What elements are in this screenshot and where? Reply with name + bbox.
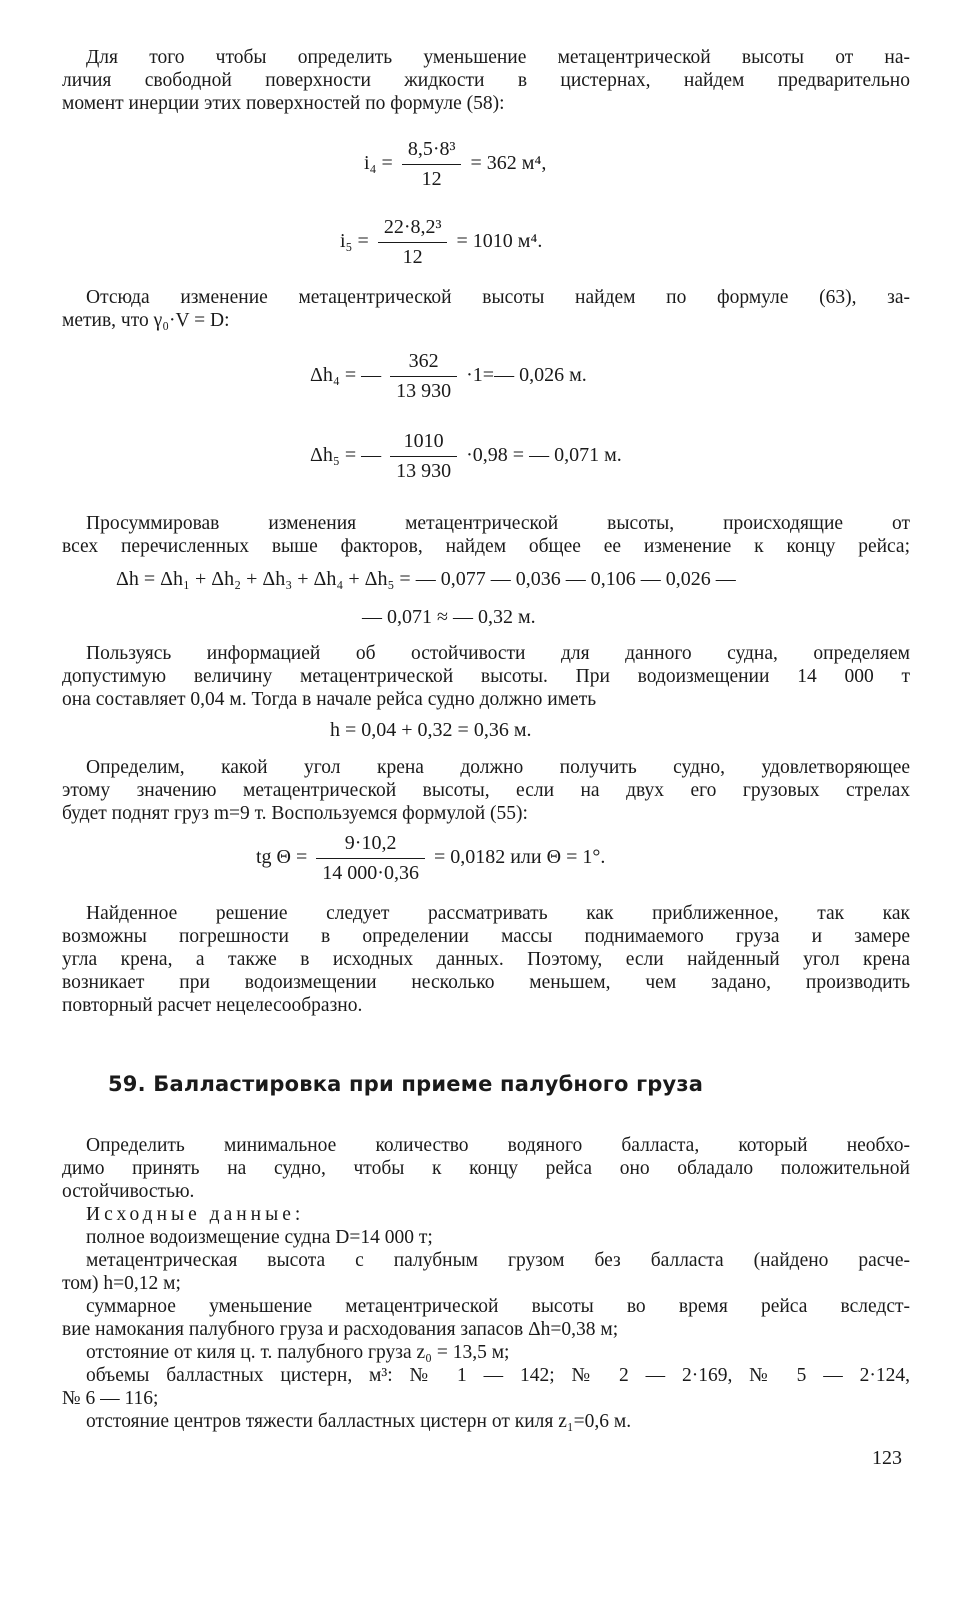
text-line: Пользуясь информацией об остойчивости для данного судна, определяем xyxy=(86,643,910,664)
text-line: Отсюда изменение метацентрической высоты найдем по формуле (63), за- xyxy=(86,287,910,308)
fraction-numerator: 22·8,2³ xyxy=(378,216,448,243)
equation-rhs: = 0,0182 или Θ = 1°. xyxy=(433,846,606,869)
initial-data-list xyxy=(62,1203,910,1433)
fraction-denominator: 12 xyxy=(421,168,442,190)
data-item: отстояние центров тяжести балластных цистерн от киля z₁=0,6 м. xyxy=(86,1411,632,1432)
text-line: будет поднят груз m=9 т. Воспользуемся формулой (55): xyxy=(62,803,528,824)
text-line: остойчивостью. xyxy=(62,1181,195,1202)
paragraph-task xyxy=(62,1134,910,1203)
equation-h: h = 0,04 + 0,32 = 0,36 м. xyxy=(330,719,532,741)
equation-lhs: i₄ = xyxy=(364,152,393,175)
text-line: Определить минимальное количество водяного балласта, который необхо- xyxy=(86,1135,910,1156)
data-item: вие намокания палубного груза и расходования запасов Δh=0,38 м; xyxy=(62,1319,619,1340)
equation-lhs: tg Θ = xyxy=(256,846,308,869)
paragraph-stability-info xyxy=(62,642,910,711)
fraction-denominator: 13 930 xyxy=(396,380,452,402)
equation-lhs: Δh₅ = — xyxy=(310,444,382,467)
text-line: момент инерции этих поверхностей по формуле (58): xyxy=(62,93,505,114)
equation-delta-h5 xyxy=(310,430,622,483)
paragraph-metacentric-change xyxy=(62,286,910,332)
text-line: этому значению метацентрической высоты, если на двух его грузовых стрелах xyxy=(62,780,910,801)
fraction-numerator: 9·10,2 xyxy=(316,832,425,859)
equation-delta-h4 xyxy=(310,350,587,403)
text-line: Для того чтобы определить уменьшение метацентрической высоты от на- xyxy=(86,47,910,68)
fraction xyxy=(390,430,457,483)
data-title: Исходные данные: xyxy=(86,1204,305,1225)
equation-i4 xyxy=(364,138,546,191)
text-line: возможны погрешности в определении массы поднимаемого груза и замере xyxy=(62,926,910,947)
fraction-denominator: 12 xyxy=(402,246,423,268)
text-line: личия свободной поверхности жидкости в цистернах, найдем предварительно xyxy=(62,70,910,91)
text-line: Определим, какой угол крена должно получить судно, удовлетворяющее xyxy=(86,757,910,778)
equation-rhs: ·0,98 = — 0,071 м. xyxy=(466,444,622,467)
fraction-numerator: 1010 xyxy=(390,430,457,457)
text-line: метив, что γ₀·V = D: xyxy=(62,310,230,331)
equation-tg-theta xyxy=(256,832,605,885)
page-number: 123 xyxy=(872,1447,902,1469)
fraction xyxy=(402,138,462,191)
data-item: метацентрическая высота с палубным грузом без балласта (найдено расче- xyxy=(86,1250,910,1271)
fraction-numerator: 8,5·8³ xyxy=(402,138,462,165)
data-item: суммарное уменьшение метацентрической высоты во время рейса вследст- xyxy=(86,1296,910,1317)
data-item: том) h=0,12 м; xyxy=(62,1273,181,1294)
section-heading: 59. Балластировка при приеме палубного груза xyxy=(108,1072,704,1096)
paragraph-approximate-solution xyxy=(62,902,910,1017)
text-line: допустимую величину метацентрической высоты. При водоизмещении 14 000 т xyxy=(62,666,910,687)
data-item: № 6 — 116; xyxy=(62,1388,159,1409)
equation-lhs: Δh₄ = — xyxy=(310,364,382,387)
fraction-denominator: 14 000·0,36 xyxy=(322,862,419,884)
fraction xyxy=(316,832,425,885)
data-item: полное водоизмещение судна D=14 000 т; xyxy=(86,1227,433,1248)
data-item: объемы балластных цистерн, м³: № 1 — 142; № 2 — 2·169, № 5 — 2·124, xyxy=(86,1365,910,1386)
paragraph-free-surface xyxy=(62,46,910,115)
paragraph-summation xyxy=(62,512,910,558)
equation-rhs: = 362 м⁴, xyxy=(470,152,547,175)
fraction-numerator: 362 xyxy=(390,350,457,377)
equation-rhs: ·1=— 0,026 м. xyxy=(466,364,587,387)
equation-lhs: i₅ = xyxy=(340,230,369,253)
fraction-denominator: 13 930 xyxy=(396,460,452,482)
text-line: повторный расчет нецелесообразно. xyxy=(62,995,363,1016)
equation-sum-line1: Δh = Δh₁ + Δh₂ + Δh₃ + Δh₄ + Δh₅ = — 0,077 — 0,036 — 0,106 — 0,026 — xyxy=(116,568,736,590)
text-line: она составляет 0,04 м. Тогда в начале рейса судно должно иметь xyxy=(62,689,597,710)
data-item: отстояние от киля ц. т. палубного груза z₀ = 13,5 м; xyxy=(86,1342,510,1363)
text-line: возникает при водоизмещении несколько меньшем, чем задано, производить xyxy=(62,972,910,993)
fraction xyxy=(378,216,448,269)
equation-i5 xyxy=(340,216,542,269)
text-line: димо принять на судно, чтобы к концу рейса оно обладало положительной xyxy=(62,1158,910,1179)
text-line: угла крена, а также в исходных данных. Поэтому, если найденный угол крена xyxy=(62,949,910,970)
equation-sum-line2: — 0,071 ≈ — 0,32 м. xyxy=(362,606,536,628)
paragraph-heel-angle xyxy=(62,756,910,825)
text-line: всех перечисленных выше факторов, найдем общее ее изменение к концу рейса; xyxy=(62,536,910,557)
text-line: Просуммировав изменения метацентрической высоты, происходящие от xyxy=(86,513,910,534)
fraction xyxy=(390,350,457,403)
equation-rhs: = 1010 м⁴. xyxy=(456,230,543,253)
text-line: Найденное решение следует рассматривать как приближенное, так как xyxy=(86,903,910,924)
